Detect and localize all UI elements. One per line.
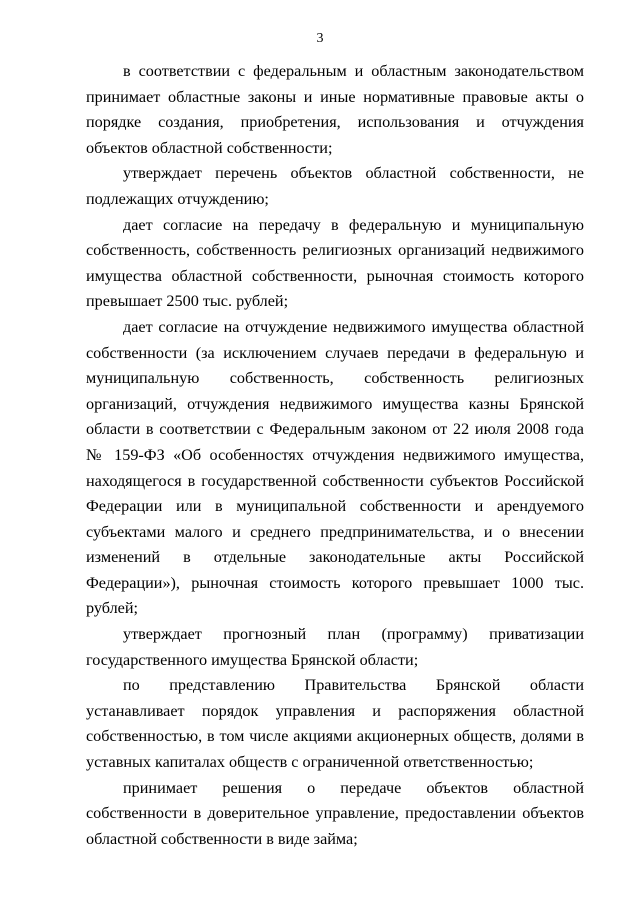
paragraph-alienation-consent: дает согласие на отчуждение недвижимого имущества областной собственности (за исключением случаев передачи в федеральную и муниципальную собственность, собственность религиозных организаций, отчуждения недвижимого имущества казны Брянской области в соответствии с Федеральным законом от 22 июля 2008 года № 159-ФЗ «Об особенностях отчуждения недвижимого имущества, находящегося в государственной собственности субъектов Российской Федерации или в муниципальной собственности и арендуемого субъектами малого и среднего предпринимательства, и о внесении изменений в отдельные законодательные акты Российской Федерации»), рыночная стоимость которого превышает 1000 тыс. рублей; (86, 317, 584, 618)
paragraph-trust-management: принимает решения о передаче объектов областной собственности в доверительное управление, предоставлении объектов областной собственности в виде займа; (86, 778, 584, 848)
page-number: 3 (316, 31, 324, 46)
paragraph-management-procedure: по представлению Правительства Брянской области устанавливает порядок управления и распоряжения областной собственностью, в том числе акциями акционерных обществ, долями в уставных капиталах обществ с ограниченной ответственностью; (86, 676, 584, 772)
paragraph-transfer-consent: дает согласие на передачу в федеральную и муниципальную собственность, собственность религиозных организаций недвижимого имущества областной собственности, рыночная стоимость которого превышает 2500 тыс. рублей; (86, 215, 584, 311)
paragraph-non-alienable-list: утверждает перечень объектов областной собственности, не подлежащих отчуждению; (86, 164, 584, 208)
paragraph-privatization-plan: утверждает прогнозный план (программу) приватизации государственного имущества Брянской области; (86, 625, 584, 669)
document-body (86, 59, 584, 852)
paragraph-legislation: в соответствии с федеральным и областным законодательством принимает областные законы и иные нормативные правовые акты о порядке создания, приобретения, использования и отчуждения объектов областной собственности; (86, 62, 584, 157)
